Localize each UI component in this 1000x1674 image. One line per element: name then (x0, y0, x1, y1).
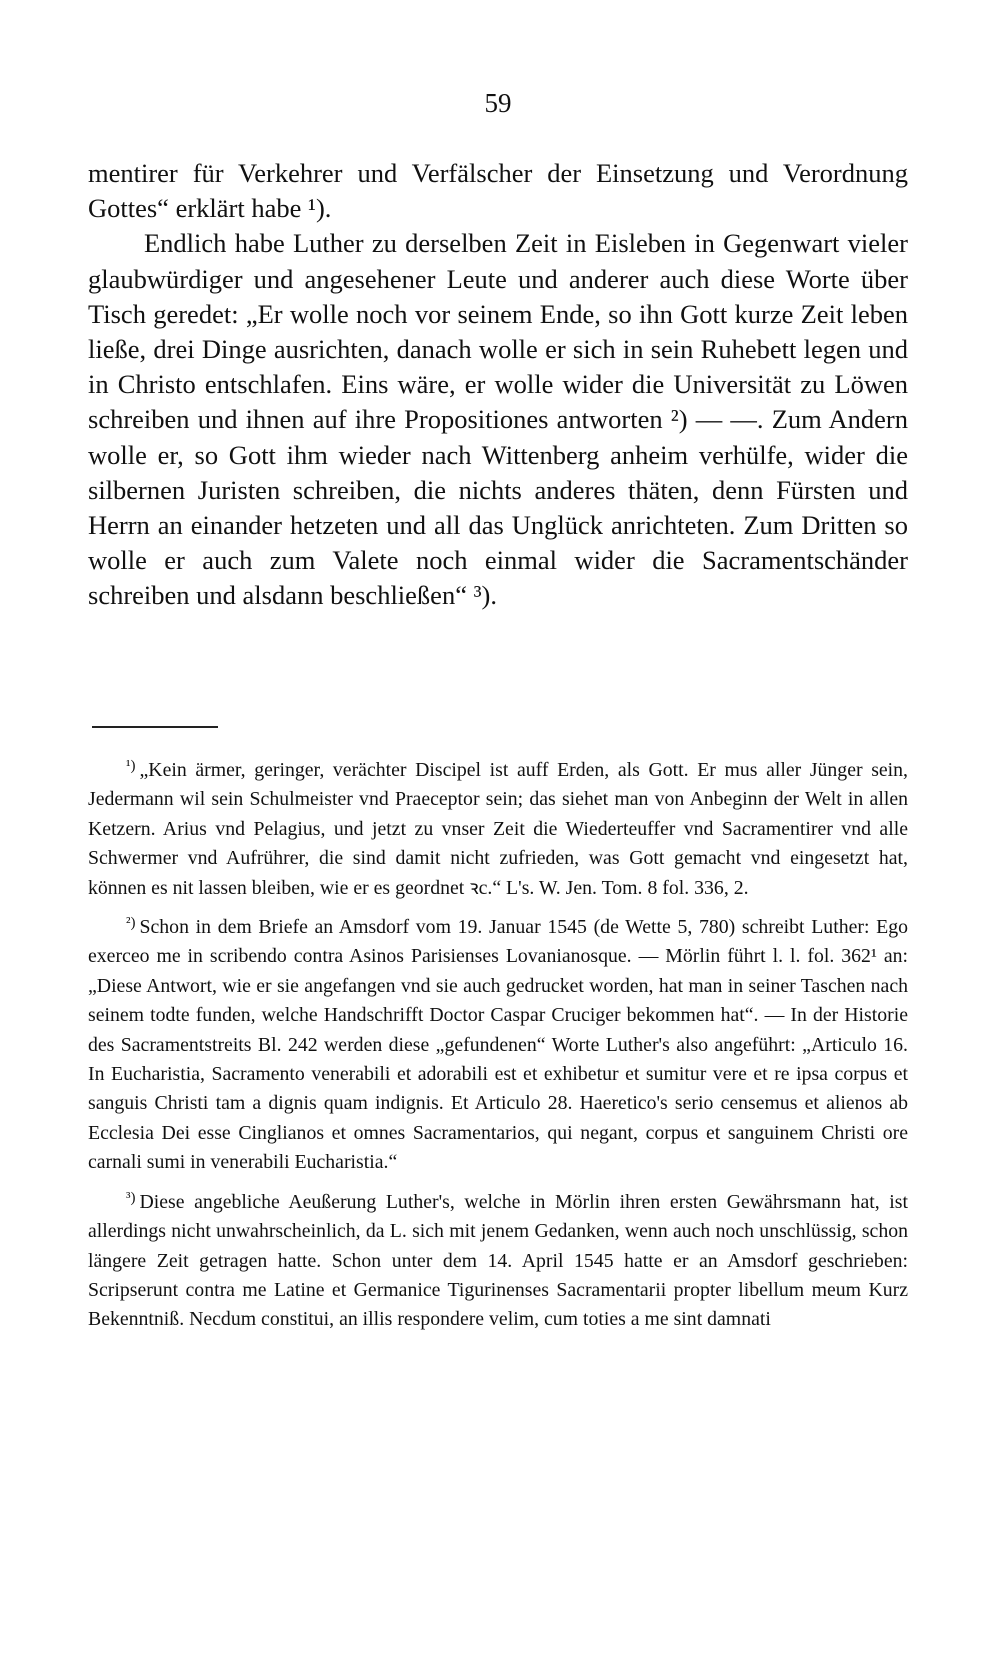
footnote-1 (88, 752, 908, 903)
footnote-1-mark: ¹) (126, 758, 136, 774)
main-text (88, 156, 908, 614)
footnotes (88, 752, 908, 1341)
footnote-2-text: Schon in dem Briefe an Amsdorf vom 19. Januar 1545 (de Wette 5, 780) schreibt Luther: Ego exerceo me in scribendo contra Asinos Parisienses Lovanianosque. — Mörlin führt l. l. fol. 362¹ an: „Diese Antwort, wie er sie angefangen vnd sie auch gedrucket worden, hat man in seiner Taschen nach seinem todte funden, welche Handschrifft Doctor Caspar Cruciger bekommen hat“. — In der Historie des Sacramentstreits Bl. 242 werden diese „gefundenen“ Worte Luther's also angeführt: „Articulo 16. In Eucharistia, Sacramento venerabili et adorabili est et exhibetur et sumitur vere et re ipsa corpus et sanguis Christi tam a dignis quam indignis. Et Articulo 28. Haeretico's serio censemus et alienos ab Ecclesia Dei esse Cinglianos et omnes Sacramentarios, qui negant, corpus et sanguinem Christi ore carnali sumi in venerabili Eucharistia.“ (88, 916, 908, 1174)
footnote-3-text: Diese angebliche Aeußerung Luther's, welche in Mörlin ihren ersten Gewährsmann hat, ist allerdings nicht unwahrscheinlich, da L. sich mit jenem Gedanken, wenn auch noch unschlüssig, schon längere Zeit getragen hatte. Schon unter dem 14. April 1545 hatte er an Amsdorf geschrieben: Scripserunt contra me Latine et Germanice Tigurinenses Sacramentarii propter libellum meum Kurz Bekenntniß. Necdum constitui, an illis respondere velim, cum toties a me sint damnati (88, 1190, 908, 1331)
footnote-3 (88, 1184, 908, 1335)
footnote-divider (92, 726, 218, 728)
page-number: 59 (484, 88, 512, 118)
footnote-1-text: „Kein ärmer, geringer, verächter Discipel ist auff Erden, als Gott. Er mus aller Jünger sein, Jedermann wil sein Schulmeister vnd Praeceptor sein; das siehet man von Anbeginn der Welt in allen Ketzern. Arius vnd Pelagius, und jetzt zu vnser Zeit die Wiederteuffer vnd Sacramentirer vnd alle Schwermer vnd Aufrührer, die sind damit nicht zufrieden, was Gott gemacht vnd eingesetzt hat, können es nit lassen bleiben, wie er es geordnet ꝛc.“ L's. W. Jen. Tom. 8 fol. 336, 2. (88, 759, 908, 899)
footnote-2 (88, 909, 908, 1178)
paragraph-continuation: mentirer für Verkehrer und Verfälscher der Einsetzung und Verordnung Gottes“ erklärt habe ¹). (88, 158, 908, 224)
footnote-3-mark: ³) (126, 1189, 136, 1206)
footnote-2-mark: ²) (126, 915, 136, 932)
paragraph-luther-eisleben: Endlich habe Luther zu derselben Zeit in Eisleben in Gegenwart vieler glaubwürdiger und angesehener Leute und anderer auch diese Worte über Tisch geredet: „Er wolle noch vor seinem Ende, so ihn Gott kurze Zeit leben ließe, drei Dinge ausrichten, danach wolle er sich in sein Ruhebett legen und in Christo entschlafen. Eins wäre, er wolle wider die Universität zu Löwen schreiben und ihnen auf ihre Propositiones antworten ²) — —. Zum Andern wolle er, so Gott ihm wieder nach Wittenberg anheim verhülfe, wider die silbernen Juristen schreiben, die nichts anderes thäten, denn Fürsten und Herrn an einander hetzeten und all das Unglück anrichteten. Zum Dritten so wolle er auch zum Valete noch einmal wider die Sacramentschänder schreiben und alsdann beschließen“ ³). (88, 228, 908, 611)
